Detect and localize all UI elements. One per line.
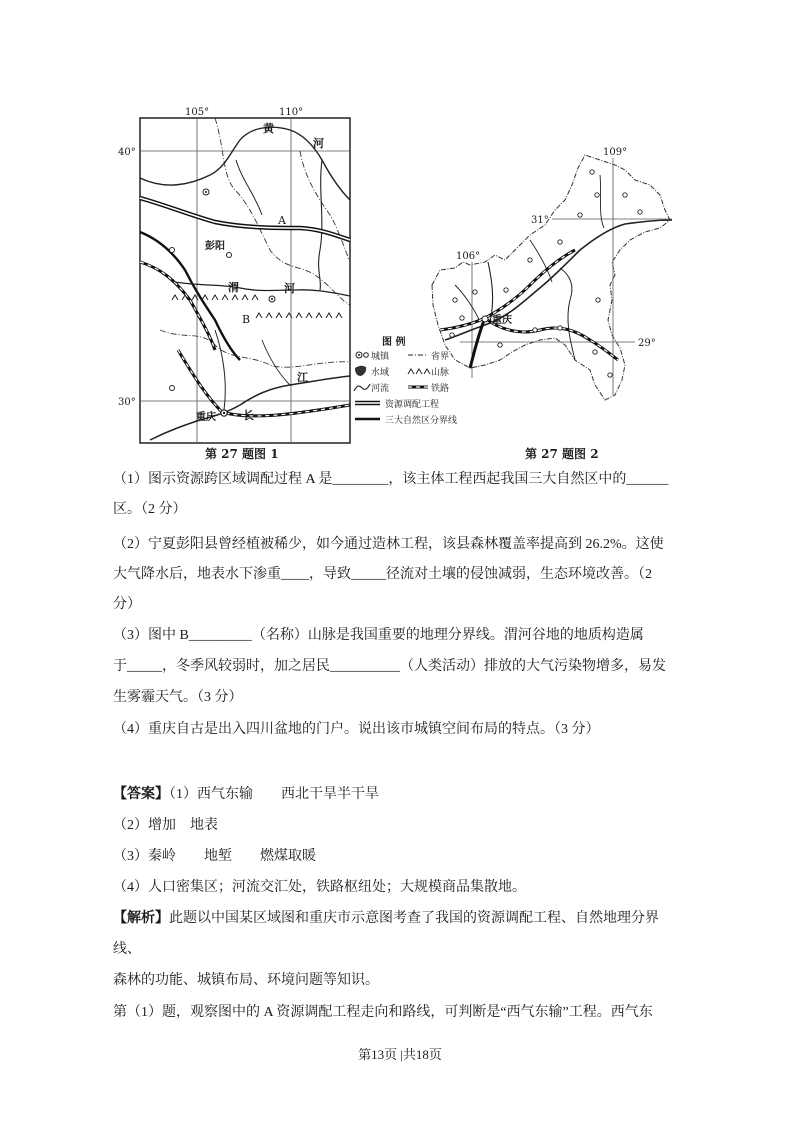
town-marker <box>623 193 627 197</box>
pipeline-a-inner <box>140 198 350 240</box>
lat-label-40: 40° <box>118 147 136 158</box>
lon-label-105: 105° <box>185 107 210 118</box>
legend-pipeline-label: 资源调配工程 <box>385 400 440 410</box>
province-boundary <box>160 330 350 367</box>
legend-province-label: 省界 <box>431 352 450 362</box>
town-marker <box>608 373 612 377</box>
analysis-line <box>113 909 659 929</box>
town-marker <box>170 386 175 391</box>
lat-label-31: 31° <box>531 215 549 226</box>
label-b: B <box>242 313 251 326</box>
yangtze-river <box>150 376 350 440</box>
lon-label-110: 110° <box>279 107 304 118</box>
town-marker <box>450 333 454 337</box>
answer-line <box>113 785 379 805</box>
question-line: 大气降水后，地表水下渗重____，导致_____径流对土壤的侵蚀减弱，生态环境改善。（2 <box>113 567 652 582</box>
town-marker-dot <box>271 298 273 300</box>
railway-dash <box>178 350 350 416</box>
province-boundary <box>300 151 350 262</box>
label-huang: 黄 <box>263 122 274 135</box>
map-legend <box>354 335 457 426</box>
legend-water-label: 水域 <box>371 368 390 378</box>
railway <box>178 350 350 416</box>
question-line: 分） <box>113 597 141 612</box>
answer-tag: 【答案】 <box>113 787 169 802</box>
lon-label-106: 106° <box>456 251 481 262</box>
figure-1-caption: 第 27 题图 1 <box>205 447 279 461</box>
town-marker <box>473 290 477 294</box>
town-marker <box>638 210 642 214</box>
question-line: 于_____，冬季风较弱时，加之居民__________（人类活动）排放的大气污染物增多，易发 <box>113 659 666 674</box>
page-footer: 第13页 |共18页 <box>358 1047 442 1062</box>
mountain-range-qinling <box>256 313 342 318</box>
mountain-range <box>172 295 258 300</box>
legend-river-icon <box>354 384 370 391</box>
river <box>262 340 290 385</box>
label-chongqing: 重庆 <box>196 412 216 423</box>
figures-area <box>0 0 800 470</box>
town-marker <box>595 193 599 197</box>
natural-region-boundary <box>140 232 240 360</box>
legend-boundary-label: 三大自然区分界线 <box>385 416 458 426</box>
town-marker-chongqing <box>482 316 488 322</box>
legend-water-icon <box>355 366 366 376</box>
question-line: 区。（2 分） <box>113 502 187 517</box>
legend-town-icon <box>364 353 369 358</box>
legend-title: 图 例 <box>382 337 406 348</box>
answer-line: （2）增加 地表 <box>113 818 218 833</box>
label-he-wei: 河 <box>284 282 295 295</box>
wu-river <box>560 268 575 360</box>
river <box>236 160 262 215</box>
town-marker <box>533 328 537 332</box>
figure-2-map <box>432 147 672 461</box>
analysis-text: 此题以中国某区域图和重庆市示意图考查了我国的资源调配工程、自然地理分界 <box>169 911 659 926</box>
label-pengyang: 彭阳 <box>205 241 225 252</box>
answer-text: （1）西气东输 西北干旱半干旱 <box>169 787 379 802</box>
answer-line: （3）秦岭 地堑 燃煤取暖 <box>113 849 316 864</box>
label-he-yellow: 河 <box>313 137 324 150</box>
town-marker-dot <box>205 191 207 193</box>
town-marker <box>578 213 582 217</box>
figure-2-caption: 第 27 题图 2 <box>525 447 599 461</box>
town-marker <box>590 170 594 174</box>
analysis-tag: 【解析】 <box>113 911 169 926</box>
label-jiang: 江 <box>297 371 308 384</box>
town-marker <box>498 343 502 347</box>
lat-label-29: 29° <box>638 338 656 349</box>
town-marker <box>593 350 597 354</box>
town-marker <box>558 240 562 244</box>
question-line: （1）图示资源跨区域调配过程 A 是________，该主体工程西起我国三大自然区中的______ <box>113 472 669 487</box>
answer-line: （4）人口密集区；河流交汇处，铁路枢纽处；大规模商品集散地。 <box>113 880 526 895</box>
analysis-line: 第（1）题，观察图中的 A 资源调配工程走向和路线，可判断是“西气东输”工程。西气东 <box>113 1005 653 1020</box>
question-line: （4）重庆自古是出入四川盆地的门户。说出该市城镇空间布局的特点。（3 分） <box>113 722 600 737</box>
figure-1-map <box>118 107 350 461</box>
question-line: 生雾霾天气。（3 分） <box>113 690 243 705</box>
label-chang: 长 <box>243 409 254 422</box>
analysis-line: 线、 <box>113 942 141 957</box>
river <box>600 175 604 228</box>
legend-railway-label: 铁路 <box>431 384 450 394</box>
town-marker <box>460 316 464 320</box>
legend-town-icon-dot <box>358 354 360 356</box>
legend-river-label: 河流 <box>371 384 390 394</box>
railway-dash <box>140 262 215 350</box>
town-marker <box>558 326 562 330</box>
town-marker <box>528 258 532 262</box>
town-marker <box>170 248 175 253</box>
analysis-line: 森林的功能、城镇布局、环境问题等知识。 <box>113 973 379 988</box>
town-marker <box>596 298 600 302</box>
railway <box>140 262 215 350</box>
wei-river <box>175 282 350 296</box>
question-line: （2）宁夏彭阳县曾经植被稀少，如今通过造林工程，该县森林覆盖率提高到 26.2%。这使 <box>113 537 664 552</box>
question-line: （3）图中 B_________（名称）山脉是我国重要的地理分界线。渭河谷地的地质构造属 <box>113 628 644 643</box>
town-marker-dot <box>223 412 225 414</box>
town-marker <box>227 253 232 258</box>
river <box>319 160 322 290</box>
pipeline-a-outer <box>140 198 350 240</box>
label-a: A <box>278 214 286 227</box>
legend-town-label: 城镇 <box>371 352 390 362</box>
legend-mountain-icon <box>408 369 430 374</box>
town-marker <box>453 298 457 302</box>
label-wei: 渭 <box>228 281 239 294</box>
town-marker <box>504 288 508 292</box>
lat-label-30: 30° <box>118 397 136 408</box>
jialing-river <box>215 330 225 410</box>
label-chongqing: 重庆 <box>492 315 512 326</box>
legend-mountain-label: 山脉 <box>431 368 450 378</box>
lon-label-109: 109° <box>603 147 628 158</box>
